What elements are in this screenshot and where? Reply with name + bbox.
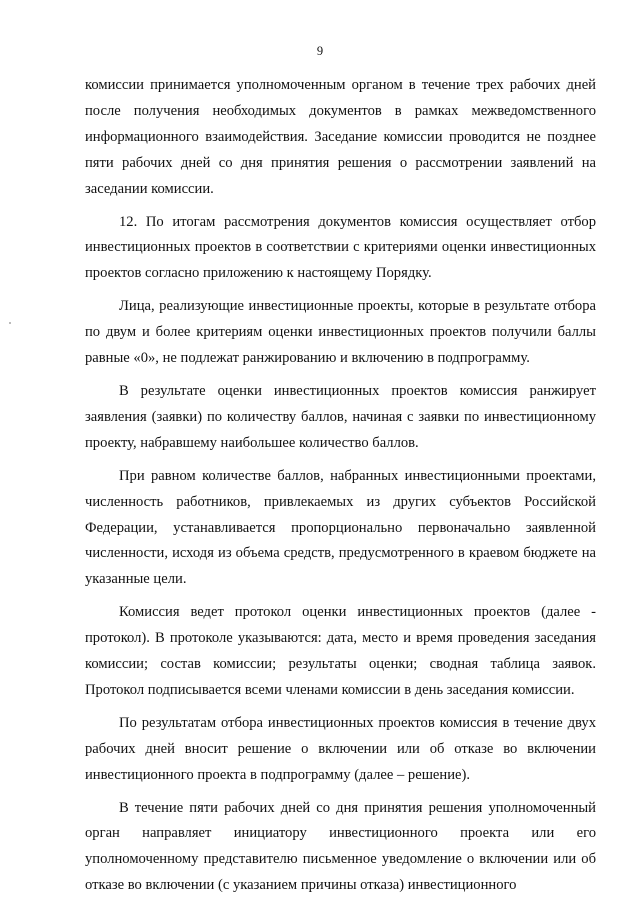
paragraph-equal-scores: При равном количестве баллов, набранных инвестиционными проектами, численность работников, привлекаемых из других субъектов Российской Федерации, устанавливается пропорционально первоначально заявленной численности, исходя из объема средств, предусмотренного в краевом бюджете на указанные цели. <box>85 467 596 588</box>
paragraph-notification: В течение пяти рабочих дней со дня принятия решения уполномоченный орган направляет инициатору инвестиционного проекта или его уполномоченному представителю письменное уведомление о включении или об отказе во включении (с указанием причины отказа) инвестиционного <box>85 799 596 894</box>
paragraph-zero-scores: Лица, реализующие инвестиционные проекты, которые в результате отбора по двум и более критериям оценки инвестиционных проектов получили баллы равные «0», не подлежат ранжированию и включению в подпрограмму. <box>85 298 596 367</box>
paragraph-decision: По результатам отбора инвестиционных проектов комиссия в течение двух рабочих дней вносит решение о включении или об отказе во включении инвестиционного проекта в подпрограмму (далее – решение). <box>85 714 596 783</box>
paragraph-protocol: Комиссия ведет протокол оценки инвестиционных проектов (далее - протокол). В протоколе указываются: дата, место и время проведения заседания комиссии; состав комиссии; результаты оценки; сводная таблица заявок. Протокол подписывается всеми членами комиссии в день заседания комиссии. <box>85 604 596 698</box>
paragraph-continuation: комиссии принимается уполномоченным органом в течение трех рабочих дней после получения необходимых документов в рамках межведомственного информационного взаимодействия. Заседание комиссии проводится не позднее пяти рабочих дней со дня принятия решения о рассмотрении заявлений на заседании комиссии. <box>85 77 596 197</box>
paragraph-item-12: 12. По итогам рассмотрения документов комиссия осуществляет отбор инвестиционных проектов в соответствии с критериями оценки инвестиционных проектов согласно приложению к настоящему Порядку. <box>85 213 596 282</box>
page-number: 9 <box>316 44 324 58</box>
document-body <box>85 73 596 899</box>
margin-mark <box>9 322 11 324</box>
paragraph-ranking: В результате оценки инвестиционных проектов комиссия ранжирует заявления (заявки) по количеству баллов, начиная с заявки по инвестиционному проекту, набравшему наибольшее количество баллов. <box>85 382 596 451</box>
